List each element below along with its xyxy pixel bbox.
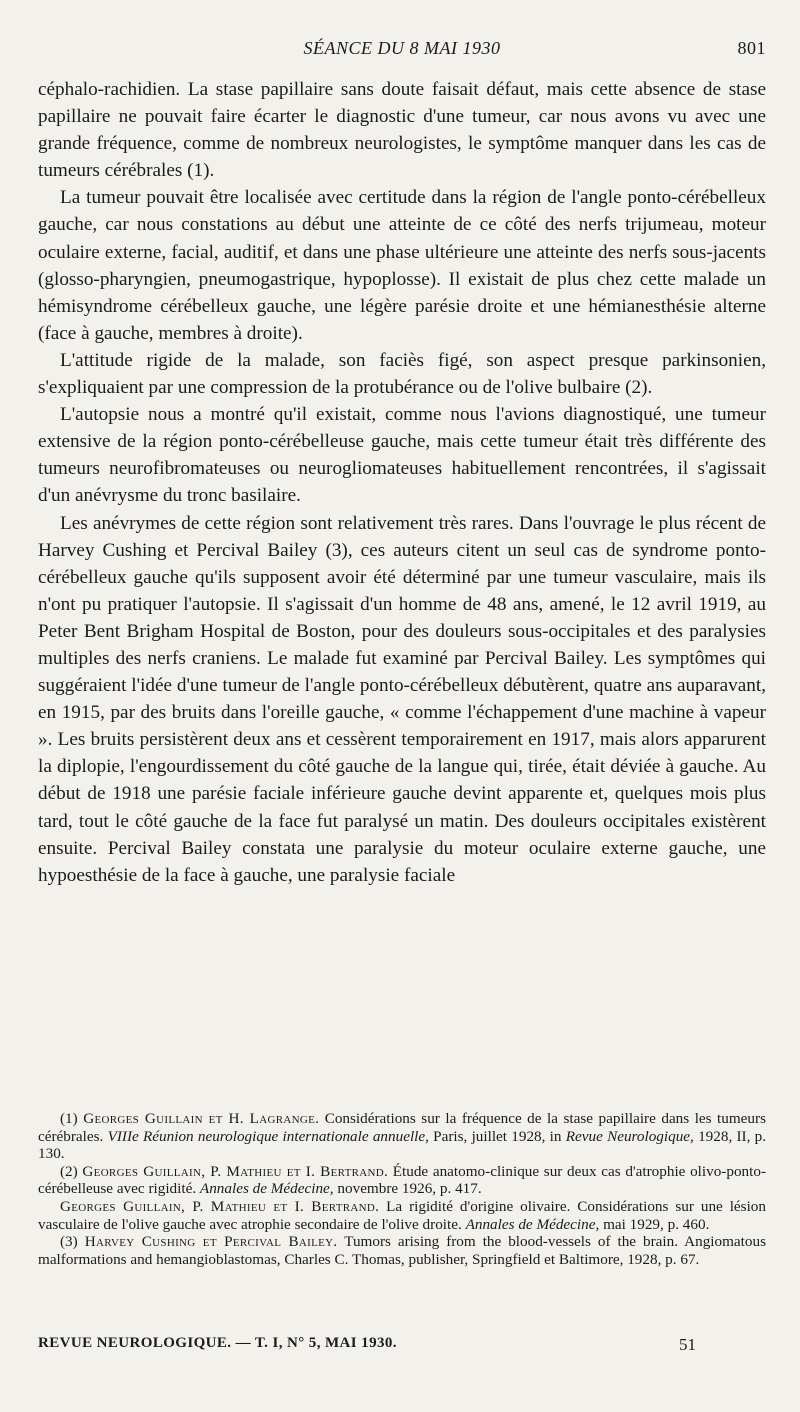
running-title: SÉANCE DU 8 MAI 1930 — [303, 38, 501, 58]
footnotes — [38, 1110, 766, 1268]
page-footer — [38, 1335, 766, 1357]
footnote-2b-authors: Georges Guillain, P. Mathieu et I. Bertrand. — [60, 1197, 380, 1215]
footnote-1-place: Paris, juillet 1928, in — [433, 1127, 562, 1145]
paragraph-1: céphalo-rachidien. La stase papillaire sans doute faisait défaut, mais cette absence de stase papillaire ne pouvait faire écarter le diagnostic d'une tumeur, car nous avons vu avec une grande fréquence, comme de nombreux neurologistes, le symptôme manquer dans les cas de tumeurs cérébrales (1). — [38, 79, 766, 182]
footnote-2 — [38, 1163, 766, 1198]
footnote-3-authors: Harvey Cushing et Percival Bailey. — [84, 1233, 338, 1251]
signature-folio: 51 — [679, 1335, 696, 1354]
footnote-3-title: Tumors arising from the blood-vessels of the brain. Angiomatous malformations and hemangioblastomas, Charles C. Thomas, publisher, Springfield et Baltimore, 1928, p. 67. — [38, 1233, 766, 1268]
footnote-2-title: Étude anatomo-clinique sur deux cas d'atrophie olivo-ponto-cérébelleuse avec rigidité. — [38, 1162, 767, 1198]
footnote-1-journal: Revue Neurologique, — [565, 1127, 694, 1145]
footnote-2b-title: La rigidité d'origine olivaire. Considérations sur une lésion vasculaire de l'olive gauche avec atrophie secondaire de l'olive droite. — [38, 1197, 766, 1233]
footnote-2-ref: novembre 1926, p. 417. — [337, 1180, 482, 1198]
footnote-2b-journal: Annales de Médecine, — [465, 1215, 600, 1233]
footnote-2-marker: (2) — [60, 1162, 78, 1180]
footnote-1-title: Considérations sur la fréquence de la stase papillaire dans les tumeurs cérébrales. — [38, 1110, 766, 1145]
body-text — [38, 76, 766, 889]
paragraph-2: La tumeur pouvait être localisée avec certitude dans la région de l'angle ponto-cérébelleux gauche, car nous constations au début une atteinte de ce côté des nerfs trijumeau, moteur oculaire externe, facial, auditif, et dans une phase ultérieure une atteinte des nerfs sous-jacents (glosso-pharyngien, pneumogastrique, hypoplosse). Il existait de plus chez cette malade un hémisyndrome cérébelleux gauche, une légère parésie droite et une hémianesthésie alterne (face à gauche, membres à droite). — [38, 187, 766, 344]
paragraph-3: L'attitude rigide de la malade, son faciès figé, son aspect presque parkinsonien, s'expliquaient par une compression de la protubérance ou de l'olive bulbaire (2). — [38, 349, 766, 399]
footnote-1 — [38, 1110, 766, 1163]
footnote-1-marker: (1) — [60, 1110, 78, 1127]
footnote-1-meeting: VIIIe Réunion neurologique internationale annuelle, — [107, 1127, 429, 1145]
footnote-2-authors: Georges Guillain, P. Mathieu et I. Bertrand. — [82, 1162, 389, 1180]
footnote-2b-ref: mai 1929, p. 460. — [603, 1215, 710, 1233]
running-header — [38, 38, 766, 62]
footnote-2b — [38, 1198, 766, 1233]
page-number: 801 — [737, 38, 766, 58]
journal-reference: REVUE NEUROLOGIQUE. — T. I, N° 5, MAI 1930. — [38, 1335, 397, 1351]
footnote-3 — [38, 1233, 766, 1268]
paragraph-4: L'autopsie nous a montré qu'il existait, comme nous l'avions diagnostiqué, une tumeur extensive de la région ponto-cérébelleuse gauche, mais cette tumeur était très différente des tumeurs neurofibromateuses ou neurogliomateuses habituellement rencontrées, il s'agissait d'un anévrysme du tronc basilaire. — [38, 404, 766, 507]
footnote-2-journal: Annales de Médecine, — [199, 1180, 334, 1198]
paragraph-5: Les anévrymes de cette région sont relativement très rares. Dans l'ouvrage le plus récent de Harvey Cushing et Percival Bailey (3), ces auteurs citent un seul cas de syndrome ponto-cérébelleux gauche qu'ils supposent avoir été déterminé par une tumeur vasculaire, mais ils n'ont pu pratiquer l'autopsie. Il s'agissait d'un homme de 48 ans, amené, le 12 avril 1919, au Peter Bent Brigham Hospital de Boston, pour des douleurs sous-occipitales et des paralysies multiples des nerfs craniens. Le malade fut examiné par Percival Bailey. Les symptômes qui suggéraient l'idée d'une tumeur de l'angle ponto-cérébelleux débutèrent, quatre ans auparavant, en 1915, par des bruits dans l'oreille gauche, « comme l'échappement d'une machine à vapeur ». Les bruits persistèrent deux ans et cessèrent temporairement en 1917, mais alors apparurent la diplopie, l'engourdissement du côté gauche de la langue qui, tirée, était déviée à gauche. Au début de 1918 une parésie faciale inférieure gauche devint apparente et, quelques mois plus tard, tout le côté gauche de la face fut paralysé un matin. Des douleurs occipitales existèrent ensuite. Percival Bailey constata une paralysie du moteur oculaire externe gauche, une hypoesthésie de la face à gauche, une paralysie faciale — [38, 512, 766, 886]
footnote-3-marker: (3) — [60, 1233, 78, 1251]
footnote-1-ref: 1928, II, p. 130. — [38, 1127, 767, 1163]
footnote-1-authors: Georges Guillain et H. Lagrange. — [83, 1110, 320, 1127]
